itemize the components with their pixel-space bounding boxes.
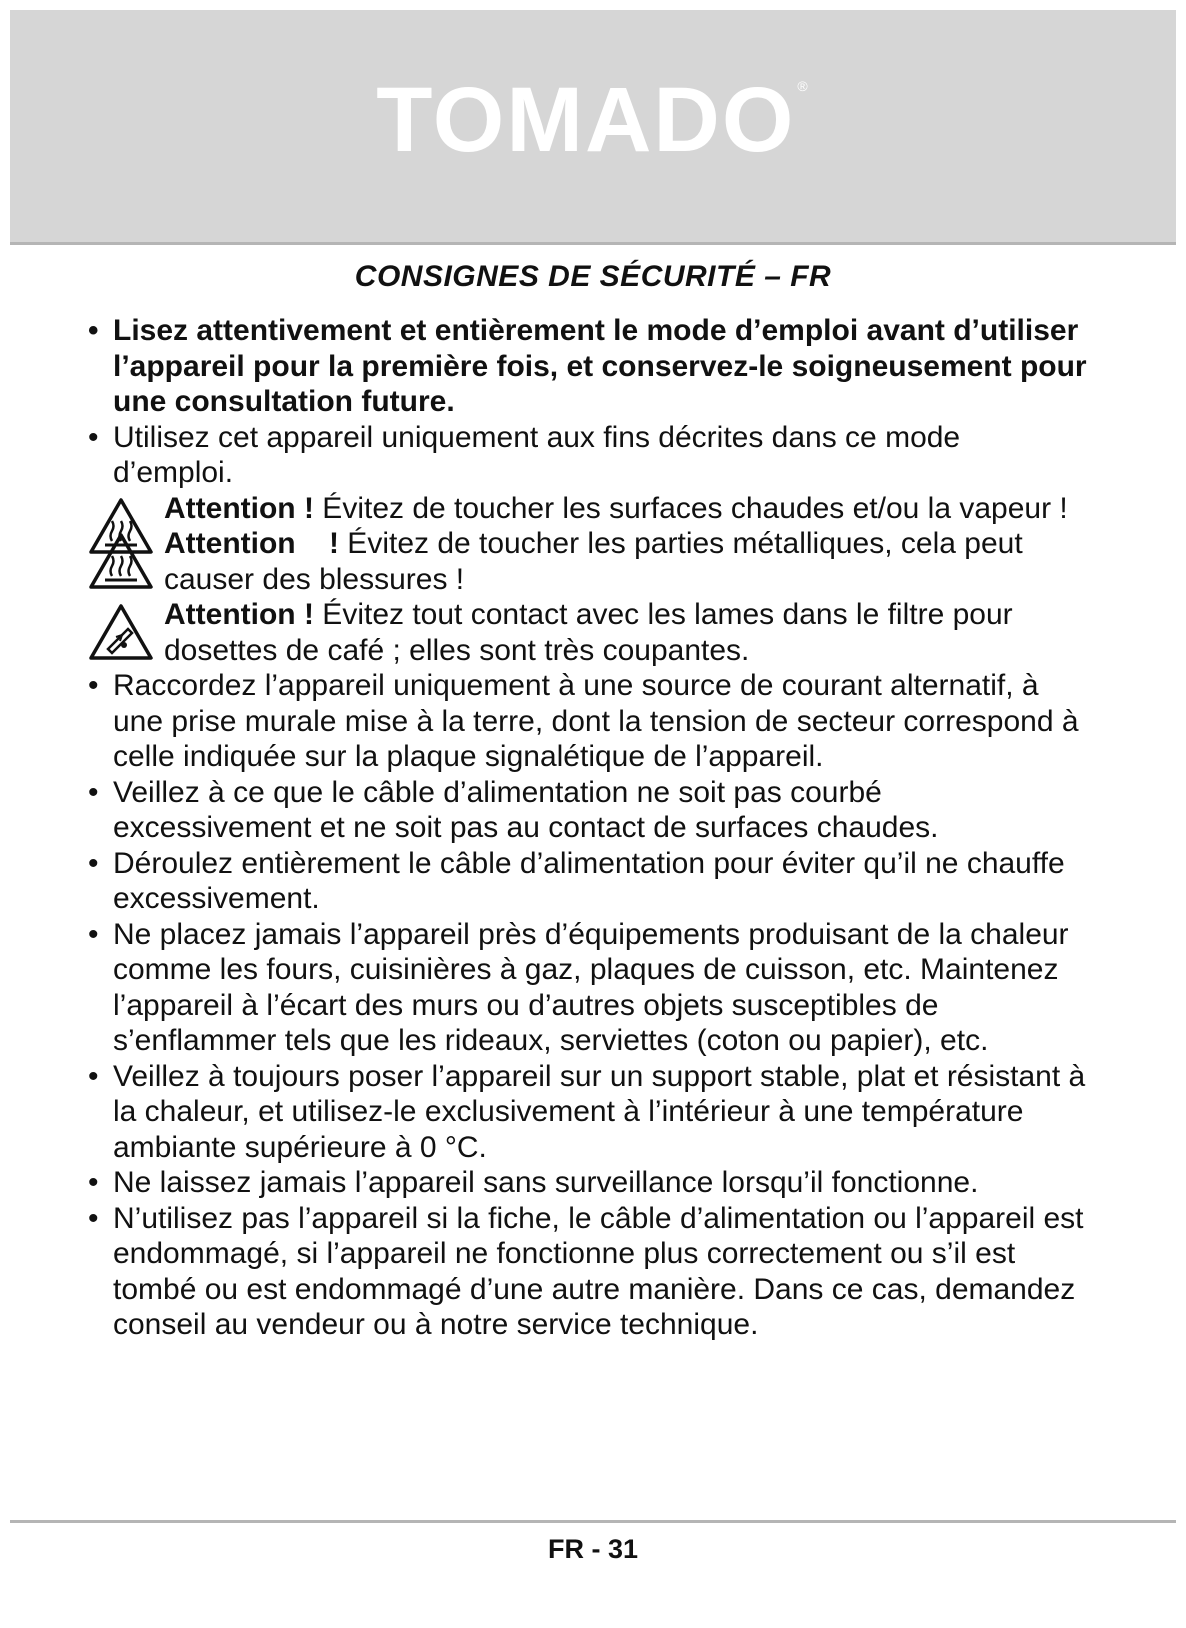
item-text: Déroulez entièrement le câble d’alimentation pour éviter qu’il ne chauffe excessivement. — [113, 846, 1065, 915]
warning-label: Attention ! — [164, 598, 314, 631]
warning-text: Évitez de toucher les parties métalliques, cela peut causer des blessures ! — [164, 527, 1023, 596]
list-item — [88, 1059, 1088, 1166]
warning-label: Attention ! — [164, 491, 314, 525]
warning-text: Évitez tout contact avec les lames dans le filtre pour dosettes de café ; elles sont très coupantes. — [164, 598, 1013, 667]
bullet: • — [88, 846, 99, 880]
registered-mark: ® — [797, 78, 810, 94]
list-item — [88, 1201, 1088, 1343]
warning-hot-surfaces — [88, 491, 1088, 527]
intro-text: Lisez attentivement et entièrement le mode d’emploi avant d’utiliser l’appareil pour la première fois, et conservez-le soigneusement pour une consultation future. — [113, 314, 1087, 418]
list-item — [88, 1165, 1088, 1201]
item-text: Veillez à ce que le câble d’alimentation ne soit pas courbé excessivement et ne soit pas au contact de surfaces chaudes. — [113, 775, 939, 844]
list-item — [88, 775, 1088, 846]
warning-blades — [88, 597, 1088, 668]
bullet: • — [88, 1059, 99, 1093]
footer-divider — [10, 1520, 1176, 1523]
usage-item — [88, 420, 1088, 491]
intro-item — [88, 313, 1088, 420]
warning-text: Évitez de toucher les surfaces chaudes et/ou la vapeur ! — [313, 491, 1068, 525]
item-text: N’utilisez pas l’appareil si la fiche, le câble d’alimentation ou l’appareil est endommagé, si l’appareil ne fonctionne plus correctement ou s’il est tombé ou est endommagé d’une autre manière. Dans ce cas, demandez conseil au vendeur ou à notre service technique. — [113, 1201, 1084, 1341]
bullet: • — [88, 314, 99, 347]
header-band — [10, 10, 1176, 245]
warning-label: Attention ! — [164, 527, 339, 560]
item-text: Ne laissez jamais l’appareil sans surveillance lorsqu’il fonctionne. — [113, 1166, 979, 1199]
item-text: Veillez à toujours poser l’appareil sur un support stable, plat et résistant à la chaleur, et utilisez-le exclusivement à l’intérieur à une température ambiante supérieure à 0 °C. — [113, 1059, 1086, 1164]
list-item — [88, 917, 1088, 1059]
bullet: • — [88, 669, 99, 702]
brand-logo — [10, 68, 1176, 173]
usage-text: Utilisez cet appareil uniquement aux fins décrites dans ce mode d’emploi. — [113, 420, 961, 489]
list-item — [88, 846, 1088, 917]
page-number: FR - 31 — [547, 1534, 639, 1564]
bullet: • — [88, 1166, 99, 1199]
bullet: • — [88, 1201, 99, 1235]
hot-surface-warning-icon — [88, 532, 154, 590]
bullet: • — [88, 420, 99, 454]
safety-instructions — [88, 313, 1088, 1343]
brand-name: TOMADO — [376, 69, 796, 171]
cut-hazard-warning-icon — [88, 603, 154, 661]
section-title: CONSIGNES DE SÉCURITÉ – FR — [354, 260, 832, 293]
bullet: • — [88, 775, 99, 809]
warning-metal-parts — [88, 526, 1088, 597]
item-text: Raccordez l’appareil uniquement à une source de courant alternatif, à une prise murale mise à la terre, dont la tension de secteur correspond à celle indiquée sur la plaque signalétique de l’appareil. — [113, 669, 1079, 773]
list-item — [88, 668, 1088, 775]
bullet: • — [88, 917, 99, 951]
item-text: Ne placez jamais l’appareil près d’équipements produisant de la chaleur comme les fours, cuisinières à gaz, plaques de cuisson, etc. Maintenez l’appareil à l’écart des murs ou d’autres objets susceptibles de s’enflammer tels que les rideaux, serviettes (coton ou papier), etc. — [113, 917, 1069, 1057]
